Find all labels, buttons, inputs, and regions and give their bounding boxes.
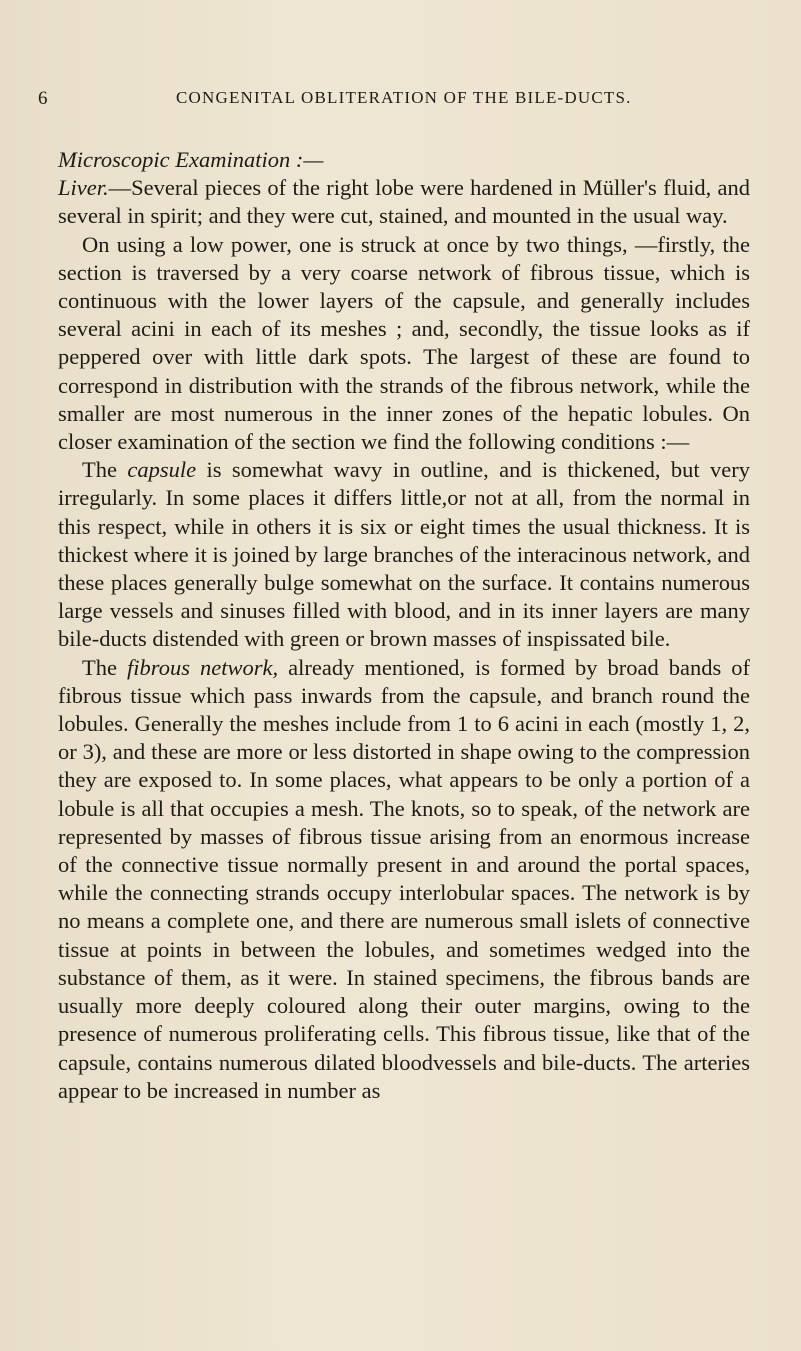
paragraph-text: already mentioned, is formed by broad bands of fibrous tissue which pass inwards from the capsule, and branch round the lobules. Generally the meshes include from 1 to 6 acini in each (mostly 1, 2, or 3), and these are more or less distorted in shape owing to the compression they are exposed to. In some places, what appears to be only a portion of a lobule is all that occupies a mesh. The knots, so to speak, of the network are represented by masses of fibrous tissue arising from an enormous increase of the connective tissue normally present in and around the portal spaces, while the connecting strands occupy interlobular spaces. The network is by no means a complete one, and there are numerous small islets of connective tissue at points in between the lobules, and sometimes wedged into the substance of them, as it were. In stained specimens, the fibrous bands are usually more deeply coloured along their outer margins, owing to the presence of numerous proliferating cells. This fibrous tissue, like that of the capsule, contains numerous dilated bloodvessels and bile-ducts. The arteries appear to be increased in number as — [58, 654, 751, 1103]
body-text — [58, 146, 750, 1105]
paragraph-prefix: The — [82, 654, 128, 680]
page-number: 6 — [38, 88, 48, 109]
running-title: CONGENITAL OBLITERATION OF THE BILE-DUCTS. — [176, 88, 632, 107]
term-fibrous-network: fibrous network, — [127, 654, 279, 680]
run-in-heading-liver: Liver. — [58, 175, 109, 201]
paragraph-capsule — [58, 456, 750, 653]
term-capsule: capsule — [127, 457, 197, 483]
paragraph-fibrous-network — [58, 654, 750, 1105]
paragraph-text: On using a low power, one is struck at once by two things, —firstly, the section is traversed by a very coarse network of fibrous tissue, which is continuous with the lower layers of the capsule, and generally includes several acini in each of its meshes ; and, secondly, the tissue looks as if peppered over with little dark spots. The largest of these are found to correspond in distribution with the strands of the fibrous network, while the smaller are most numerous in the inner zones of the hepatic lobules. On closer examination of the section we find the following conditions :— — [58, 231, 750, 455]
section-heading: Microscopic Examination :— — [58, 147, 324, 172]
page-header — [38, 88, 761, 118]
paragraph-low-power — [58, 231, 750, 457]
paragraph-text: —Several pieces of the right lobe were hardened in Müller's fluid, and several in spirit; and they were cut, stained, and mounted in the usual way. — [58, 175, 750, 229]
paragraph-liver — [58, 174, 750, 230]
paragraph-prefix: The — [82, 457, 128, 483]
paragraph-text: is somewhat wavy in outline, and is thickened, but very irregularly. In some places it differs little,or not at all, from the normal in this respect, while in others it is six or eight times the usual thickness. It is thickest where it is joined by large branches of the interacinous network, and these places generally bulge somewhat on the surface. It contains numerous large vessels and sinuses filled with blood, and in its inner layers are many bile-ducts distended with green or brown masses of inspissated bile. — [58, 457, 751, 652]
